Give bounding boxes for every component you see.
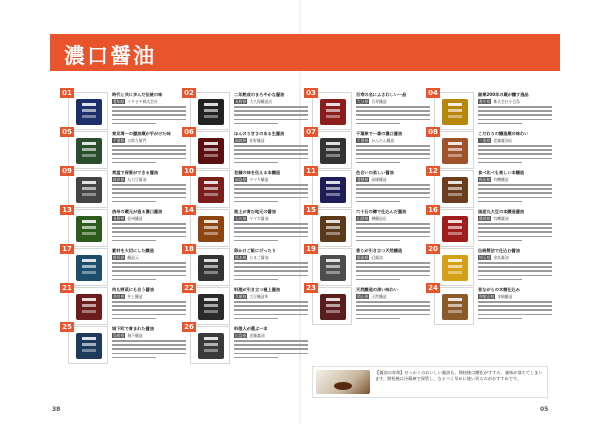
product-description: [478, 145, 552, 167]
product-label-image: [312, 209, 352, 247]
maker-name: 大豆醸造所: [249, 294, 269, 299]
product-title: 風土が育む地元の醤油: [234, 209, 276, 214]
product-number-badge: 18: [182, 244, 196, 254]
product-maker: [234, 294, 308, 299]
product-label-image: [312, 170, 352, 208]
product-item: [62, 284, 186, 325]
product-item: [62, 206, 186, 247]
bottle-label-icon: [198, 294, 224, 320]
prefecture-tag: 新潟県: [357, 255, 369, 260]
product-label-image: [68, 92, 108, 130]
prefecture-tag: 兵庫県: [235, 294, 247, 299]
product-number-badge: 19: [304, 244, 318, 254]
prefecture-tag: 香川県: [479, 99, 491, 104]
product-number-badge: 08: [426, 127, 440, 137]
bottle-label-icon: [320, 99, 346, 125]
product-description: [112, 223, 186, 245]
product-number-badge: 09: [60, 166, 74, 176]
prefecture-tag: 愛媛県: [357, 177, 369, 182]
product-title: ほんのり甘さのある生醤油: [234, 131, 285, 136]
product-maker: [478, 216, 552, 221]
product-label-image: [190, 92, 230, 130]
prefecture-tag: 三重県: [479, 138, 491, 143]
product-maker: [234, 333, 308, 338]
maker-name: 有機醸造: [493, 177, 509, 182]
product-grid: [62, 89, 548, 398]
prefecture-tag: 岐阜県: [113, 177, 125, 182]
bottle-label-icon: [76, 294, 102, 320]
bottle-label-icon: [76, 333, 102, 359]
product-item: [306, 128, 430, 169]
product-maker: [112, 99, 186, 104]
bottle-label-icon: [198, 99, 224, 125]
product-item: [306, 167, 430, 208]
prefecture-tag: 山梨県: [357, 216, 369, 221]
product-number-badge: 23: [304, 283, 318, 293]
product-maker: [478, 255, 552, 260]
product-maker: [112, 138, 186, 143]
maker-name: 金笛醤油: [493, 255, 509, 260]
product-number-badge: 21: [60, 283, 74, 293]
maker-name: ヤマダ醤油: [249, 216, 269, 221]
product-number-badge: 10: [182, 166, 196, 176]
bottle-label-icon: [442, 216, 468, 242]
product-item: [428, 245, 552, 286]
bottle-label-icon: [76, 99, 102, 125]
section-banner: [50, 34, 560, 71]
product-item: [428, 167, 552, 208]
prefecture-tag: 千葉県: [113, 138, 125, 143]
product-item: [62, 128, 186, 169]
maker-name: 信州醸造: [127, 216, 143, 221]
maker-name: 五郎左衛門: [127, 138, 147, 143]
product-label-image: [190, 287, 230, 325]
product-title: 素材を大切にした醸造: [112, 248, 154, 253]
product-number-badge: 20: [426, 244, 440, 254]
product-maker: [234, 255, 308, 260]
maker-name: 百寿醸造: [371, 99, 387, 104]
prefecture-tag: 愛知県: [113, 99, 125, 104]
maker-name: 天然醸造: [371, 294, 387, 299]
product-maker: [112, 216, 186, 221]
product-title: 東京湾一の醤油蔵が手がけた味: [112, 131, 171, 136]
product-title: 千葉県で一番の濃口醤油: [356, 131, 403, 136]
soy-sauce-photo: [316, 370, 370, 394]
product-number-badge: 05: [60, 127, 74, 137]
product-label-image: [190, 209, 230, 247]
product-label-image: [68, 131, 108, 169]
product-description: [478, 184, 552, 206]
bottle-label-icon: [320, 255, 346, 281]
bottle-label-icon: [442, 255, 468, 281]
product-label-image: [434, 170, 474, 208]
product-maker: [234, 177, 308, 182]
prefecture-tag: 長野県: [113, 216, 125, 221]
product-item: [184, 206, 308, 247]
bottle-label-icon: [198, 255, 224, 281]
product-item: [306, 284, 430, 325]
bottle-label-icon: [320, 294, 346, 320]
maker-name: 有機醤油: [493, 216, 509, 221]
product-item: [306, 206, 430, 247]
product-description: [112, 184, 186, 206]
maker-name: かんたん醸造: [371, 138, 395, 143]
product-description: [112, 106, 186, 128]
product-title: 国産丸大豆の本醸造醤油: [478, 209, 525, 214]
product-description: [478, 301, 552, 323]
product-maker: [234, 138, 308, 143]
maker-name: 株式会社小豆島: [493, 99, 520, 104]
product-label-image: [434, 92, 474, 130]
product-maker: [356, 99, 430, 104]
prefecture-tag: 秋田県: [479, 177, 491, 182]
prefecture-tag: 群馬県: [113, 255, 125, 260]
product-maker: [112, 294, 186, 299]
product-item: [62, 167, 186, 208]
product-description: [478, 223, 552, 245]
product-title: 常温で保管ができる醤油: [112, 170, 159, 175]
product-title: 料理人が選ぶ一本: [234, 326, 268, 331]
product-title: 伝統製法で仕込む醤油: [478, 248, 520, 253]
product-title: 信州の蔵元が造る濃口醤油: [112, 209, 163, 214]
maker-name: 井上醸造: [127, 294, 143, 299]
product-title: 卵かけご飯にぴったり: [234, 248, 276, 253]
product-maker: [356, 177, 430, 182]
product-title: 創業200年の蔵が醸す逸品: [478, 92, 529, 97]
product-label-image: [434, 209, 474, 247]
bottle-label-icon: [198, 216, 224, 242]
maker-name: 木桶醸造: [497, 294, 513, 299]
maker-name: イチビキ株式会社: [127, 99, 158, 104]
product-description: [234, 145, 308, 167]
product-maker: [478, 138, 552, 143]
product-item: [62, 245, 186, 286]
product-number-badge: 17: [60, 244, 74, 254]
product-title: 色合いの美しい醤油: [356, 170, 394, 175]
product-label-image: [312, 92, 352, 130]
product-label-image: [312, 131, 352, 169]
product-label-image: [190, 326, 230, 364]
product-label-image: [190, 131, 230, 169]
product-item: [184, 284, 308, 325]
product-title: 食べ比べも楽しい本醸造: [478, 170, 525, 175]
prefecture-tag: 石川県: [235, 216, 247, 221]
product-description: [356, 145, 430, 167]
page-number-left: 38: [52, 406, 61, 413]
bottle-label-icon: [320, 177, 346, 203]
feature-text: 【醤油の寿命】せっかくのおいしい醤油も、開栓後は酸化がすすみ、風味が落ちてしまいます。開栓後は冷蔵庫で保管し、なるべく早めに使い切るのがおすすめです。: [375, 370, 543, 381]
bottle-label-icon: [198, 333, 224, 359]
prefecture-tag: 広島県: [235, 333, 247, 338]
product-number-badge: 26: [182, 322, 196, 332]
prefecture-tag: 千葉県: [357, 138, 369, 143]
prefecture-tag: 福岡県: [235, 138, 247, 143]
product-item: [184, 323, 308, 364]
bottle-label-icon: [76, 255, 102, 281]
product-item: [428, 128, 552, 169]
product-description: [234, 184, 308, 206]
product-item: [62, 323, 186, 364]
product-number-badge: 15: [304, 205, 318, 215]
product-number-badge: 02: [182, 88, 196, 98]
bottle-label-icon: [442, 177, 468, 203]
product-title: 肉も野菜にも合う醤油: [112, 287, 154, 292]
product-number-badge: 22: [182, 283, 196, 293]
bottle-label-icon: [320, 138, 346, 164]
product-number-badge: 24: [426, 283, 440, 293]
maker-name: 老舗醤油店: [493, 138, 513, 143]
product-number-badge: 13: [60, 205, 74, 215]
product-label-image: [68, 326, 108, 364]
maker-name: ヤマキ醸造: [249, 177, 269, 182]
product-item: [184, 128, 308, 169]
product-item: [306, 89, 430, 130]
prefecture-tag: 岡山県: [357, 294, 369, 299]
product-title: 料理が引き立つ極上醤油: [234, 287, 281, 292]
product-description: [112, 262, 186, 284]
product-number-badge: 03: [304, 88, 318, 98]
product-label-image: [434, 248, 474, 286]
prefecture-tag: 島根県: [113, 333, 125, 338]
prefecture-tag: 熊本県: [235, 255, 247, 260]
product-title: 香りが引き立つ天然醸造: [356, 248, 403, 253]
prefecture-tag: 奈良県: [113, 294, 125, 299]
product-description: [356, 106, 430, 128]
maker-name: 佐野醸造: [249, 138, 265, 143]
product-item: [184, 89, 308, 130]
product-item: [184, 167, 308, 208]
product-item: [306, 245, 430, 286]
product-label-image: [312, 248, 352, 286]
product-maker: [112, 333, 186, 338]
product-number-badge: 11: [304, 166, 318, 176]
product-item: [62, 89, 186, 130]
product-description: [234, 340, 308, 362]
bottle-label-icon: [76, 216, 102, 242]
product-maker: [356, 294, 430, 299]
product-title: 百寿の名にふさわしい一品: [356, 92, 407, 97]
bottle-label-icon: [198, 138, 224, 164]
product-item: [428, 206, 552, 247]
section-title: 濃口醤油: [64, 43, 156, 68]
product-title: こだわりの醸造蔵の味わい: [478, 131, 529, 136]
product-description: [112, 340, 186, 362]
product-number-badge: 07: [304, 127, 318, 137]
product-title: 天然醸造の深い味わい: [356, 287, 398, 292]
feature-box: [312, 366, 548, 398]
product-maker: [478, 294, 552, 299]
bottle-label-icon: [76, 138, 102, 164]
product-label-image: [68, 209, 108, 247]
maker-name: 老舗醤油: [249, 333, 265, 338]
product-description: [356, 262, 430, 284]
product-label-image: [68, 170, 108, 208]
product-description: [234, 262, 308, 284]
maker-name: 丸大豆醤油: [127, 177, 147, 182]
product-title: 時代と共に歩んだ伝統の味: [112, 92, 163, 97]
maker-name: 幻醤油: [371, 255, 383, 260]
maker-name: 醸造元: [127, 255, 139, 260]
product-title: 城下町で育まれた醤油: [112, 326, 154, 331]
product-number-badge: 16: [426, 205, 440, 215]
product-description: [234, 223, 308, 245]
maker-name: 城下醸造: [127, 333, 143, 338]
prefecture-tag: 静岡県: [479, 216, 491, 221]
product-item: [428, 284, 552, 325]
product-description: [356, 223, 430, 245]
product-maker: [356, 216, 430, 221]
product-number-badge: 25: [60, 322, 74, 332]
product-description: [112, 301, 186, 323]
product-title: 二年熟成のまろやかな醤油: [234, 92, 285, 97]
product-item: [428, 89, 552, 130]
product-maker: [356, 255, 430, 260]
product-description: [112, 145, 186, 167]
prefecture-tag: 和歌山県: [479, 294, 495, 299]
product-item: [184, 245, 308, 286]
maker-name: 樽醸造店: [371, 216, 387, 221]
prefecture-tag: 大分県: [357, 99, 369, 104]
product-description: [478, 106, 552, 128]
product-maker: [356, 138, 430, 143]
product-description: [356, 301, 430, 323]
bottle-label-icon: [76, 177, 102, 203]
product-maker: [112, 177, 186, 182]
prefecture-tag: 埼玉県: [479, 255, 491, 260]
product-title: 六十石の樽で仕込んだ醤油: [356, 209, 407, 214]
product-title: 昔ながらの木桶仕込み: [478, 287, 520, 292]
product-number-badge: 04: [426, 88, 440, 98]
product-description: [234, 301, 308, 323]
product-label-image: [434, 287, 474, 325]
bottle-label-icon: [442, 138, 468, 164]
product-label-image: [190, 170, 230, 208]
product-label-image: [68, 287, 108, 325]
prefecture-tag: 福島県: [235, 177, 247, 182]
product-number-badge: 01: [60, 88, 74, 98]
maker-name: 高橋醸造: [371, 177, 387, 182]
bottle-label-icon: [198, 177, 224, 203]
product-number-badge: 12: [426, 166, 440, 176]
product-label-image: [190, 248, 230, 286]
prefecture-tag: 長野県: [235, 99, 247, 104]
product-number-badge: 14: [182, 205, 196, 215]
product-maker: [234, 216, 308, 221]
product-maker: [234, 99, 308, 104]
product-maker: [478, 99, 552, 104]
product-description: [356, 184, 430, 206]
bottle-label-icon: [442, 99, 468, 125]
maker-name: 大久保醸造店: [249, 99, 273, 104]
bottle-label-icon: [442, 294, 468, 320]
product-maker: [478, 177, 552, 182]
product-maker: [112, 255, 186, 260]
product-label-image: [434, 131, 474, 169]
maker-name: たまご醤油: [249, 255, 269, 260]
product-title: 老舗の味を伝える本醸造: [234, 170, 281, 175]
product-label-image: [68, 248, 108, 286]
product-number-badge: 06: [182, 127, 196, 137]
page-number-right: 05: [540, 406, 549, 413]
product-description: [478, 262, 552, 284]
product-label-image: [312, 287, 352, 325]
product-description: [234, 106, 308, 128]
bottle-label-icon: [320, 216, 346, 242]
